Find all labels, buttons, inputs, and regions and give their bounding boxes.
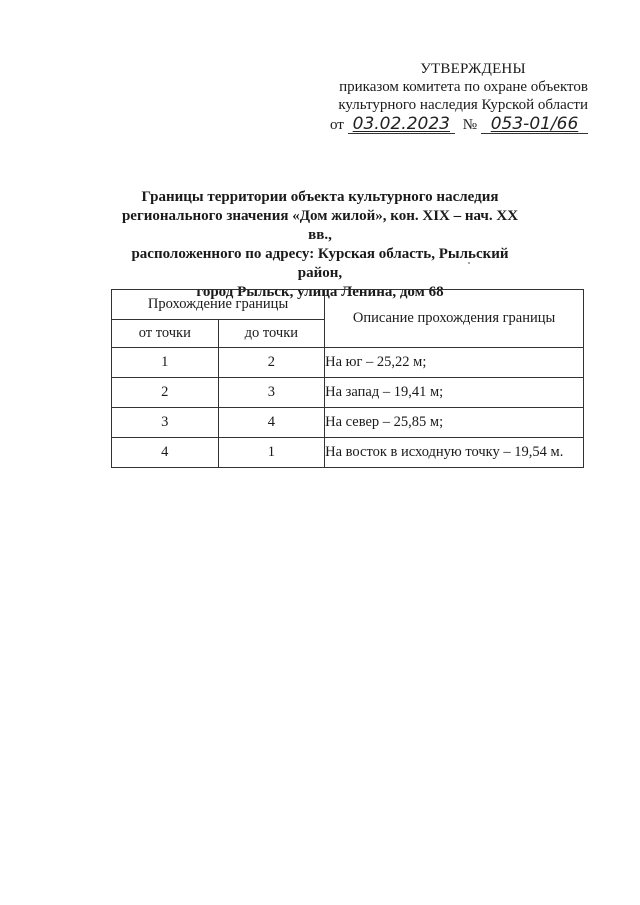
table-header-row [112,290,584,320]
approval-title: УТВЕРЖДЕНЫ [420,61,526,77]
cell-description: На запад – 19,41 м; [325,378,584,408]
cell-from: 4 [112,438,219,468]
number-sign: № [462,117,478,133]
table-row [112,438,584,468]
table-row [112,348,584,378]
table-row [112,408,584,438]
header-to-point: до точки [218,320,325,348]
cell-from: 2 [112,378,219,408]
header-from-point: от точки [112,320,219,348]
handwritten-order-number: 053-01/66 [481,115,588,134]
stray-mark [468,262,470,264]
cell-to: 1 [218,438,325,468]
approval-order-line: приказом комитета по охране объектов [339,79,588,95]
heading-line-4: город Рыльск, улица Ленина, дом 68 [196,284,444,300]
cell-to: 4 [218,408,325,438]
cell-description: На юг – 25,22 м; [325,348,584,378]
heading-line-1: Границы территории объекта культурного наследия [141,189,499,205]
approval-stamp [318,60,588,134]
cell-to: 2 [218,348,325,378]
heading-line-2: регионального значения «Дом жилой», кон. XIX – нач. XX вв., [121,208,519,243]
approval-committee-line: культурного наследия Курской области [338,97,588,113]
cell-to: 3 [218,378,325,408]
cell-from: 3 [112,408,219,438]
table-row [112,378,584,408]
cell-from: 1 [112,348,219,378]
heading-line-3: расположенного по адресу: Курская область, Рыльский район, [131,246,509,281]
header-passage: Прохождение границы [112,290,325,320]
from-label: от [330,117,344,133]
header-description: Описание прохождения границы [325,290,584,348]
approval-date-number-row [318,115,588,134]
boundary-table [111,289,584,468]
document-heading [110,188,530,302]
cell-description: На север – 25,85 м; [325,408,584,438]
cell-description: На восток в исходную точку – 19,54 м. [325,438,584,468]
handwritten-date: 03.02.2023 [348,115,455,134]
